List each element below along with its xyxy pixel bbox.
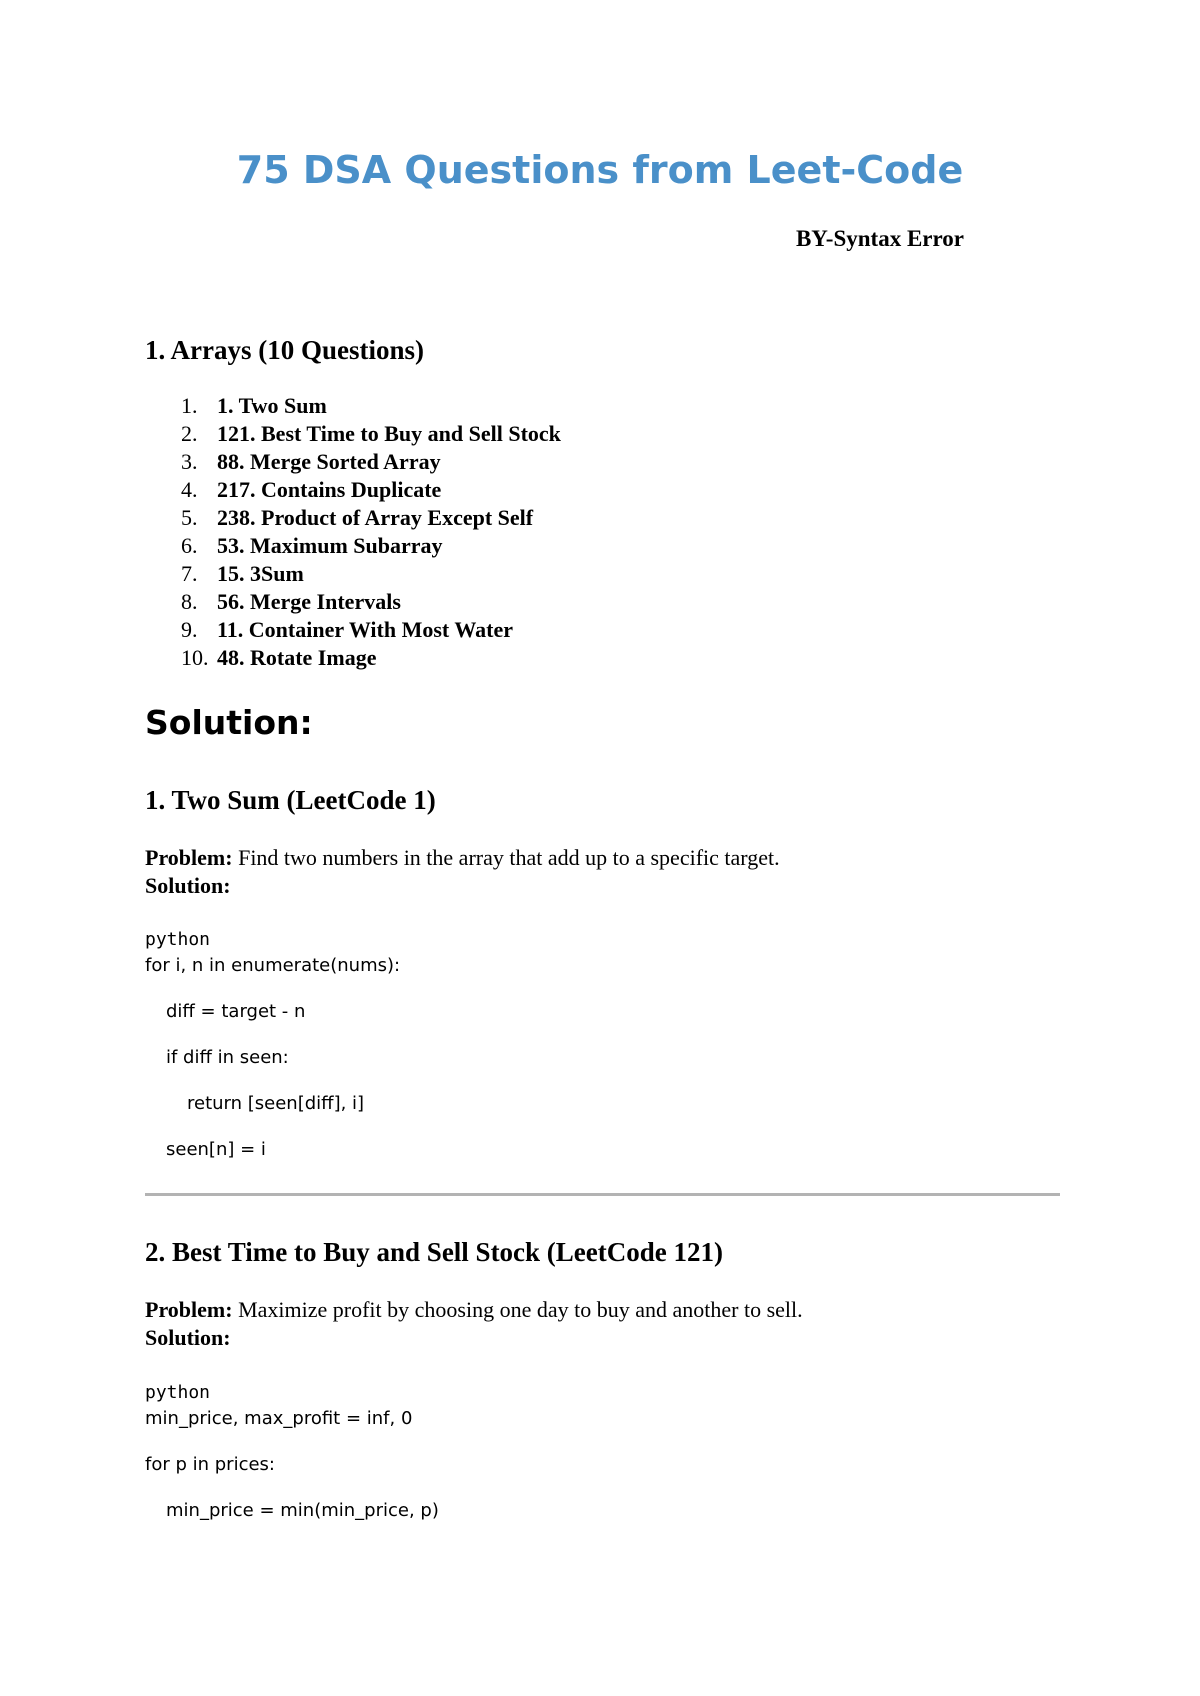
list-item-label: 217. Contains Duplicate bbox=[217, 477, 442, 502]
code-language: python bbox=[145, 929, 211, 950]
list-item-number: 2. bbox=[181, 421, 198, 446]
problem-label: Problem: bbox=[145, 1297, 233, 1322]
problem-heading-stock: 2. Best Time to Buy and Sell Stock (LeetCode 121) bbox=[145, 1237, 724, 1267]
list-item-label: 121. Best Time to Buy and Sell Stock bbox=[217, 421, 561, 446]
list-item bbox=[145, 560, 561, 588]
code-line: return [seen[diff], i] bbox=[187, 1093, 365, 1114]
code-line: diff = target - n bbox=[166, 1001, 306, 1022]
code-line: seen[n] = i bbox=[166, 1139, 266, 1160]
solution-label-text: Solution: bbox=[145, 873, 231, 898]
list-item-number: 7. bbox=[181, 561, 198, 586]
problem-text: Find two numbers in the array that add up to a specific target. bbox=[238, 845, 780, 870]
list-item-number: 1. bbox=[181, 393, 198, 418]
code-line: if diff in seen: bbox=[166, 1047, 289, 1068]
solution-label bbox=[145, 872, 231, 900]
list-item-number: 6. bbox=[181, 533, 198, 558]
problem-heading-two-sum: 1. Two Sum (LeetCode 1) bbox=[145, 785, 436, 815]
solution-label-text: Solution: bbox=[145, 1325, 231, 1350]
list-item bbox=[145, 644, 561, 672]
list-item bbox=[145, 616, 561, 644]
list-item-label: 11. Container With Most Water bbox=[217, 617, 513, 642]
problem-statement bbox=[145, 844, 780, 872]
section-divider bbox=[145, 1193, 1060, 1196]
code-line: min_price = min(min_price, p) bbox=[166, 1500, 439, 1521]
questions-list bbox=[145, 392, 561, 672]
solution-label bbox=[145, 1324, 231, 1352]
list-item-number: 3. bbox=[181, 449, 198, 474]
list-item-number: 4. bbox=[181, 477, 198, 502]
list-item-label: 1. Two Sum bbox=[217, 393, 327, 418]
list-item-number: 5. bbox=[181, 505, 198, 530]
list-item bbox=[145, 532, 561, 560]
list-item-number: 8. bbox=[181, 589, 198, 614]
list-item bbox=[145, 448, 561, 476]
problem-text: Maximize profit by choosing one day to buy and another to sell. bbox=[238, 1297, 803, 1322]
list-item-label: 56. Merge Intervals bbox=[217, 589, 401, 614]
list-item-number: 9. bbox=[181, 617, 198, 642]
list-item-label: 48. Rotate Image bbox=[217, 645, 377, 670]
author-byline: BY-Syntax Error bbox=[795, 226, 964, 251]
list-item-label: 15. 3Sum bbox=[217, 561, 304, 586]
list-item-number: 10. bbox=[181, 645, 209, 670]
problem-label: Problem: bbox=[145, 845, 233, 870]
code-line: min_price, max_profit = inf, 0 bbox=[145, 1408, 413, 1429]
list-item bbox=[145, 420, 561, 448]
code-line: for p in prices: bbox=[145, 1454, 275, 1475]
list-item bbox=[145, 476, 561, 504]
section-heading-arrays: 1. Arrays (10 Questions) bbox=[145, 335, 424, 365]
solution-heading: Solution: bbox=[145, 703, 313, 742]
list-item-label: 238. Product of Array Except Self bbox=[217, 505, 534, 530]
list-item bbox=[145, 588, 561, 616]
list-item-label: 88. Merge Sorted Array bbox=[217, 449, 441, 474]
problem-statement bbox=[145, 1296, 803, 1324]
code-language: python bbox=[145, 1382, 211, 1403]
list-item bbox=[145, 504, 561, 532]
list-item-label: 53. Maximum Subarray bbox=[217, 533, 443, 558]
document-title: 75 DSA Questions from Leet-Code bbox=[236, 148, 964, 192]
code-line: for i, n in enumerate(nums): bbox=[145, 955, 401, 976]
list-item bbox=[145, 392, 561, 420]
